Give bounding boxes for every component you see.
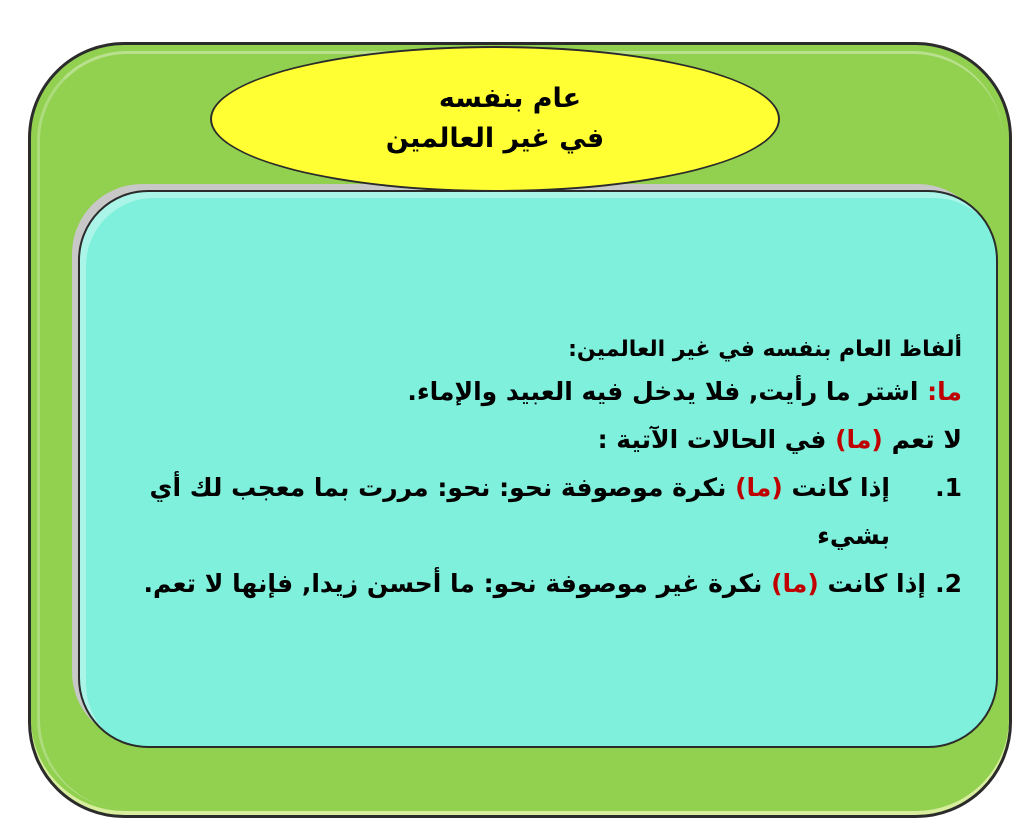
- exception-line: [122, 416, 962, 464]
- example-label: ما:: [927, 377, 962, 406]
- list-item-text: [122, 560, 926, 608]
- list-item-term: (ما): [771, 569, 819, 598]
- list-item-before: إذا كانت: [791, 473, 890, 502]
- content-panel: [78, 190, 998, 748]
- list-item-term: (ما): [735, 473, 783, 502]
- exception-after: في الحالات الآتية :: [597, 425, 827, 454]
- list-item-text: [122, 464, 890, 560]
- list-item-before: إذا كانت: [827, 569, 926, 598]
- title-line-1: عام بنفسه: [438, 83, 582, 114]
- list-item-number: 1.: [935, 473, 962, 502]
- exception-before: لا تعم: [891, 425, 962, 454]
- list-item: [122, 560, 962, 608]
- title-oval: [210, 46, 780, 192]
- section-heading: ألفاظ العام بنفسه في غير العالمين:: [568, 337, 962, 362]
- title-line-2: في غير العالمين: [385, 123, 605, 154]
- list-item-after: نكرة موصوفة نحو: نحو: مررت بما معجب لك أي بشيء: [149, 473, 890, 550]
- list-item-number: 2.: [935, 569, 962, 598]
- example-text: اشتر ما رأيت, فلا يدخل فيه العبيد والإماء.: [407, 377, 919, 406]
- text-block: [122, 332, 962, 608]
- list-item: [122, 464, 962, 560]
- exception-term: (ما): [835, 425, 883, 454]
- list-item-after: نكرة غير موصوفة نحو: ما أحسن زيدا, فإنها لا تعم.: [143, 569, 763, 598]
- example-line: [122, 368, 962, 416]
